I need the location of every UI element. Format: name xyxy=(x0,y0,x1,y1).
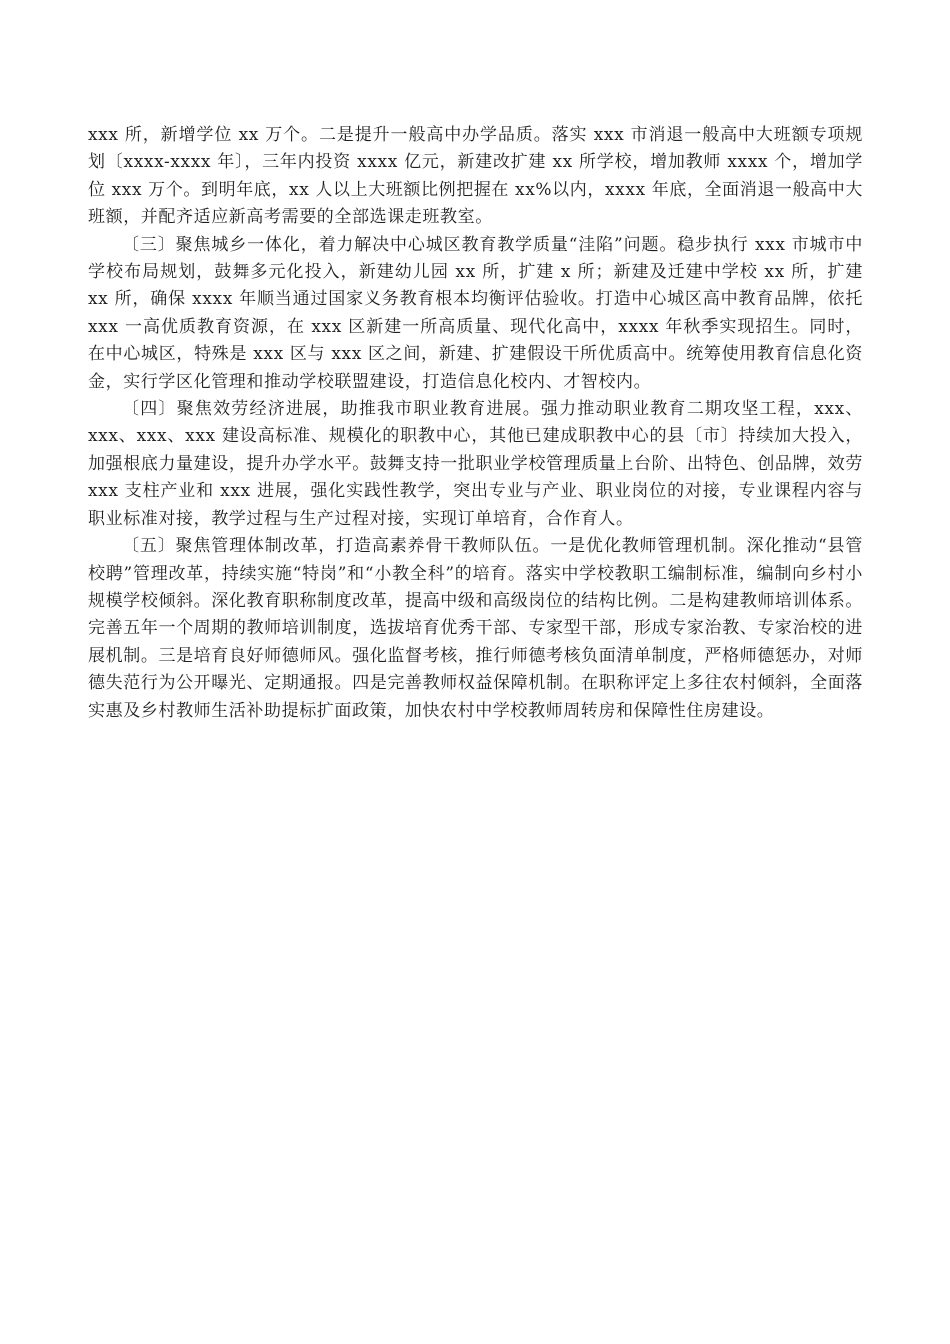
paragraph-section-three: 〔三〕聚焦城乡一体化，着力解决中心城区教育教学质量“洼陷”问题。稳步执行 xxx 市城市中学校布局规划，鼓舞多元化投入，新建幼儿园 xx 所，扩建 x 所；新建及迁建中学校 xx 所，扩建 xx 所，确保 xxxx 年顺当通过国家义务教育根本均衡评估验收。打造中心城区高中教育品牌，依托 xxx 一高优质教育资源，在 xxx 区新建一所高质量、现代化高中，xxxx 年秋季实现招生。同时，在中心城区，特殊是 xxx 区与 xxx 区之间，新建、扩建假设干所优质高中。统筹使用教育信息化资金，实行学区化管理和推动学校联盟建设，打造信息化校内、才智校内。 xyxy=(88,234,863,392)
document-body xyxy=(88,122,863,725)
paragraph-section-five: 〔五〕聚焦管理体制改革，打造高素养骨干教师队伍。一是优化教师管理机制。深化推动“县管校聘”管理改革，持续实施“特岗”和“小教全科”的培育。落实中学校教职工编制标准，编制向乡村小规模学校倾斜。深化教育职称制度改革，提高中级和高级岗位的结构比例。二是构建教师培训体系。完善五年一个周期的教师培训制度，选拔培育优秀干部、专家型干部，形成专家治教、专家治校的进展机制。三是培育良好师德师风。强化监督考核，推行师德考核负面清单制度，严格师德惩办，对师德失范行为公开曝光、定期通报。四是完善教师权益保障机制。在职称评定上多往农村倾斜，全面落实惠及乡村教师生活补助提标扩面政策，加快农村中学校教师周转房和保障性住房建设。 xyxy=(88,536,863,721)
paragraph-section-four: 〔四〕聚焦效劳经济进展，助推我市职业教育进展。强力推动职业教育二期攻坚工程，xxx、xxx、xxx、xxx 建设高标准、规模化的职教中心，其他已建成职教中心的县〔市〕持续加大投入，加强根底力量建设，提升办学水平。鼓舞支持一批职业学校管理质量上台阶、出特色、创品牌，效劳 xxx 支柱产业和 xxx 进展，强化实践性教学，突出专业与产业、职业岗位的对接，专业课程内容与职业标准对接，教学过程与生产过程对接，实现订单培育，合作育人。 xyxy=(88,399,863,529)
paragraph-continuation: xxx 所，新增学位 xx 万个。二是提升一般高中办学品质。落实 xxx 市消退一般高中大班额专项规划〔xxxx-xxxx 年〕，三年内投资 xxxx 亿元，新建改扩建 xx 所学校，增加教师 xxxx 个，增加学位 xxx 万个。到明年底，xx 人以上大班额比例把握在 xx%以内，xxxx 年底，全面消退一般高中大班额，并配齐适应新高考需要的全部选课走班教室。 xyxy=(88,125,863,228)
